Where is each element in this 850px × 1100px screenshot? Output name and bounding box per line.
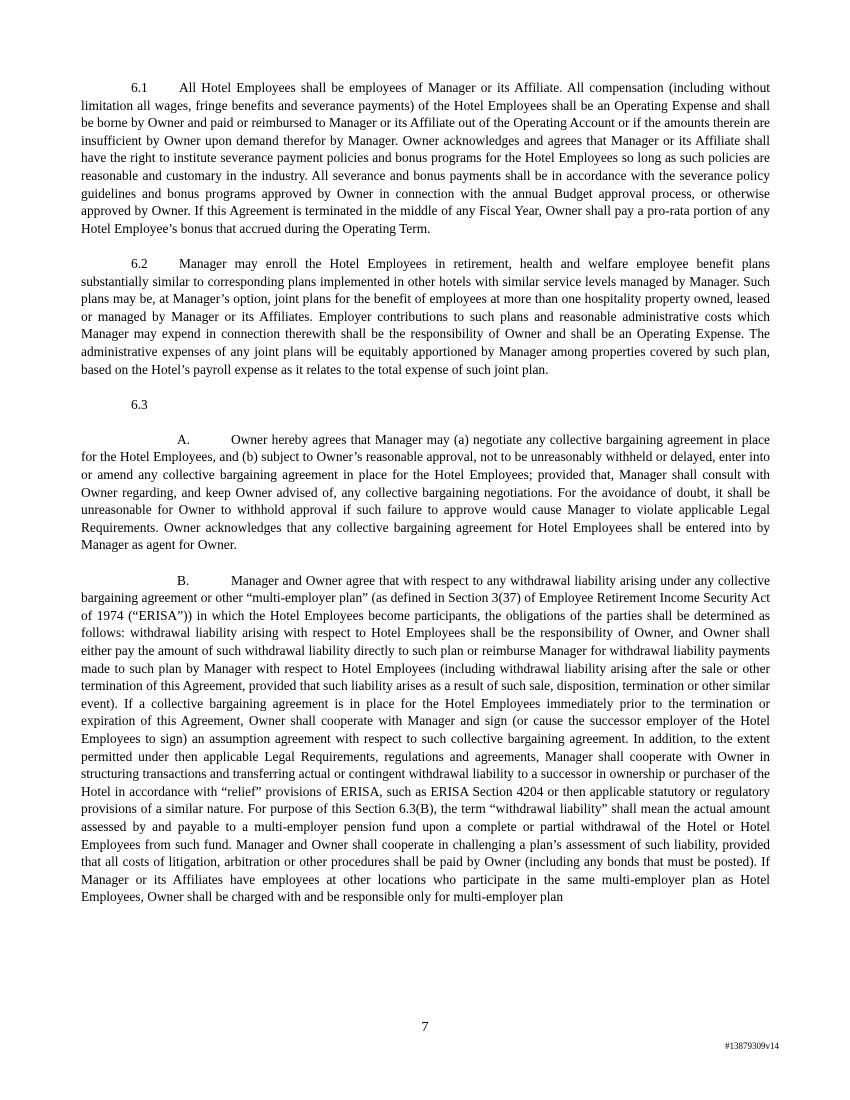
document-id: #13879309v14 bbox=[725, 1041, 779, 1051]
section-text: Manager may enroll the Hotel Employees in retirement, health and welfare employee benefit plans substantially similar to corresponding plans implemented in other hotels with similar service levels managed by Manager. Such plans may be, at Manager’s option, joint plans for the benefit of employees at more than one hospitality property owned, leased or managed by Manager or its Affiliates. Employer contributions to such plans and reasonable administrative costs which Manager may expend in connection therewith shall be the responsibility of Owner and shall be an Operating Expense. The administrative expenses of any joint plans will be equitably apportioned by Manager among properties covered by such plan, based on the Hotel’s payroll expense as it relates to the total expense of such joint plan. bbox=[81, 255, 770, 377]
subsection-letter: A. bbox=[177, 431, 191, 447]
subsection-text: Manager and Owner agree that with respect to any withdrawal liability arising under any collective bargaining agreement or other “multi-employer plan” (as defined in Section 3(37) of Employee Retirement Income Security Act of 1974 (“ERISA”)) in which the Hotel Employees become participants, the obligations of the parties shall be determined as follows: withdrawal liability arising with respect to Hotel Employees shall be the responsibility of Owner, and Owner shall either pay the amount of such withdrawal liability directly to such plan or reimburse Manager for withdrawal liability payments made to such plan by Manager with respect to Hotel Employees (including withdrawal liability arising after the sale or other termination of this Agreement, provided that such liability arises as a result of such sale, disposition, termination or other similar event). If a collective bargaining agreement is in place for the Hotel Employees immediately prior to the termination or expiration of this Agreement, Owner shall cooperate with Manager and sign (or cause the successor employer of the Hotel Employees to sign) an assumption agreement with respect to such collective bargaining agreement. In addition, to the extent permitted under then applicable Legal Requirements, regulations and agreements, Manager shall cooperate with Owner in structuring transactions and transferring actual or contingent withdrawal liability to a successor in ownership or purchaser of the Hotel in accordance with “relief” provisions of ERISA, such as ERISA Section 4204 or then applicable statutory or regulatory provisions of a similar nature. For purpose of this Section 6.3(B), the term “withdrawal liability” shall mean the actual amount assessed by and payable to a multi-employer pension fund upon a complete or partial withdrawal of the Hotel or Hotel Employees from such fund. Manager and Owner shall cooperate in challenging a plan’s assessment of such liability, provided that all costs of litigation, arbitration or other procedures shall be paid by Owner (including any bonds that must be posted). If Manager or its Affiliates have employees at other locations who participate in the same multi-employer plan as Hotel Employees, Owner shall be charged with and be responsible only for multi-employer plan bbox=[81, 572, 770, 905]
section-6-1 bbox=[81, 79, 770, 237]
section-6-3-number: 6.3 bbox=[131, 396, 148, 412]
section-6-2 bbox=[81, 255, 770, 378]
subsection-text: Owner hereby agrees that Manager may (a) negotiate any collective bargaining agreement in place for the Hotel Employees, and (b) subject to Owner’s reasonable approval, not to be unreasonably withheld or delayed, enter into or amend any collective bargaining agreement in place for the Hotel Employees; provided that, Manager shall consult with Owner regarding, and keep Owner advised of, any collective bargaining negotiations. For the avoidance of doubt, it shall be unreasonable for Owner to withhold approval if such failure to approve would cause Manager to violate applicable Legal Requirements. Owner acknowledges that any collective bargaining agreement for Hotel Employees shall be entered into by Manager as agent for Owner. bbox=[81, 431, 770, 553]
section-number: 6.1 bbox=[131, 80, 148, 95]
section-number: 6.2 bbox=[131, 255, 148, 271]
subsection-letter: B. bbox=[177, 572, 190, 588]
subsection-a bbox=[81, 431, 770, 554]
page-number: 7 bbox=[421, 1020, 429, 1035]
section-text: All Hotel Employees shall be employees of Manager or its Affiliate. All compensation (including without limitation all wages, fringe benefits and severance payments) of the Hotel Employees shall be an Operating Expense and shall be borne by Owner and paid or reimbursed to Manager or its Affiliate out of the Operating Account or if the amounts therein are insufficient by Owner upon demand therefor by Manager. Owner acknowledges and agrees that Manager or its Affiliate shall have the right to institute severance payment policies and bonus programs for the Hotel Employees so long as such policies are reasonable and customary in the industry. All severance and bonus payments shall be in accordance with the severance policy guidelines and bonus programs approved by Owner in connection with the annual Budget approval process, or otherwise approved by Owner. If this Agreement is terminated in the middle of any Fiscal Year, Owner shall pay a pro-rata portion of any Hotel Employee’s bonus that accrued during the Operating Term. bbox=[81, 80, 770, 236]
subsection-b bbox=[81, 572, 770, 906]
document-page bbox=[81, 79, 770, 924]
